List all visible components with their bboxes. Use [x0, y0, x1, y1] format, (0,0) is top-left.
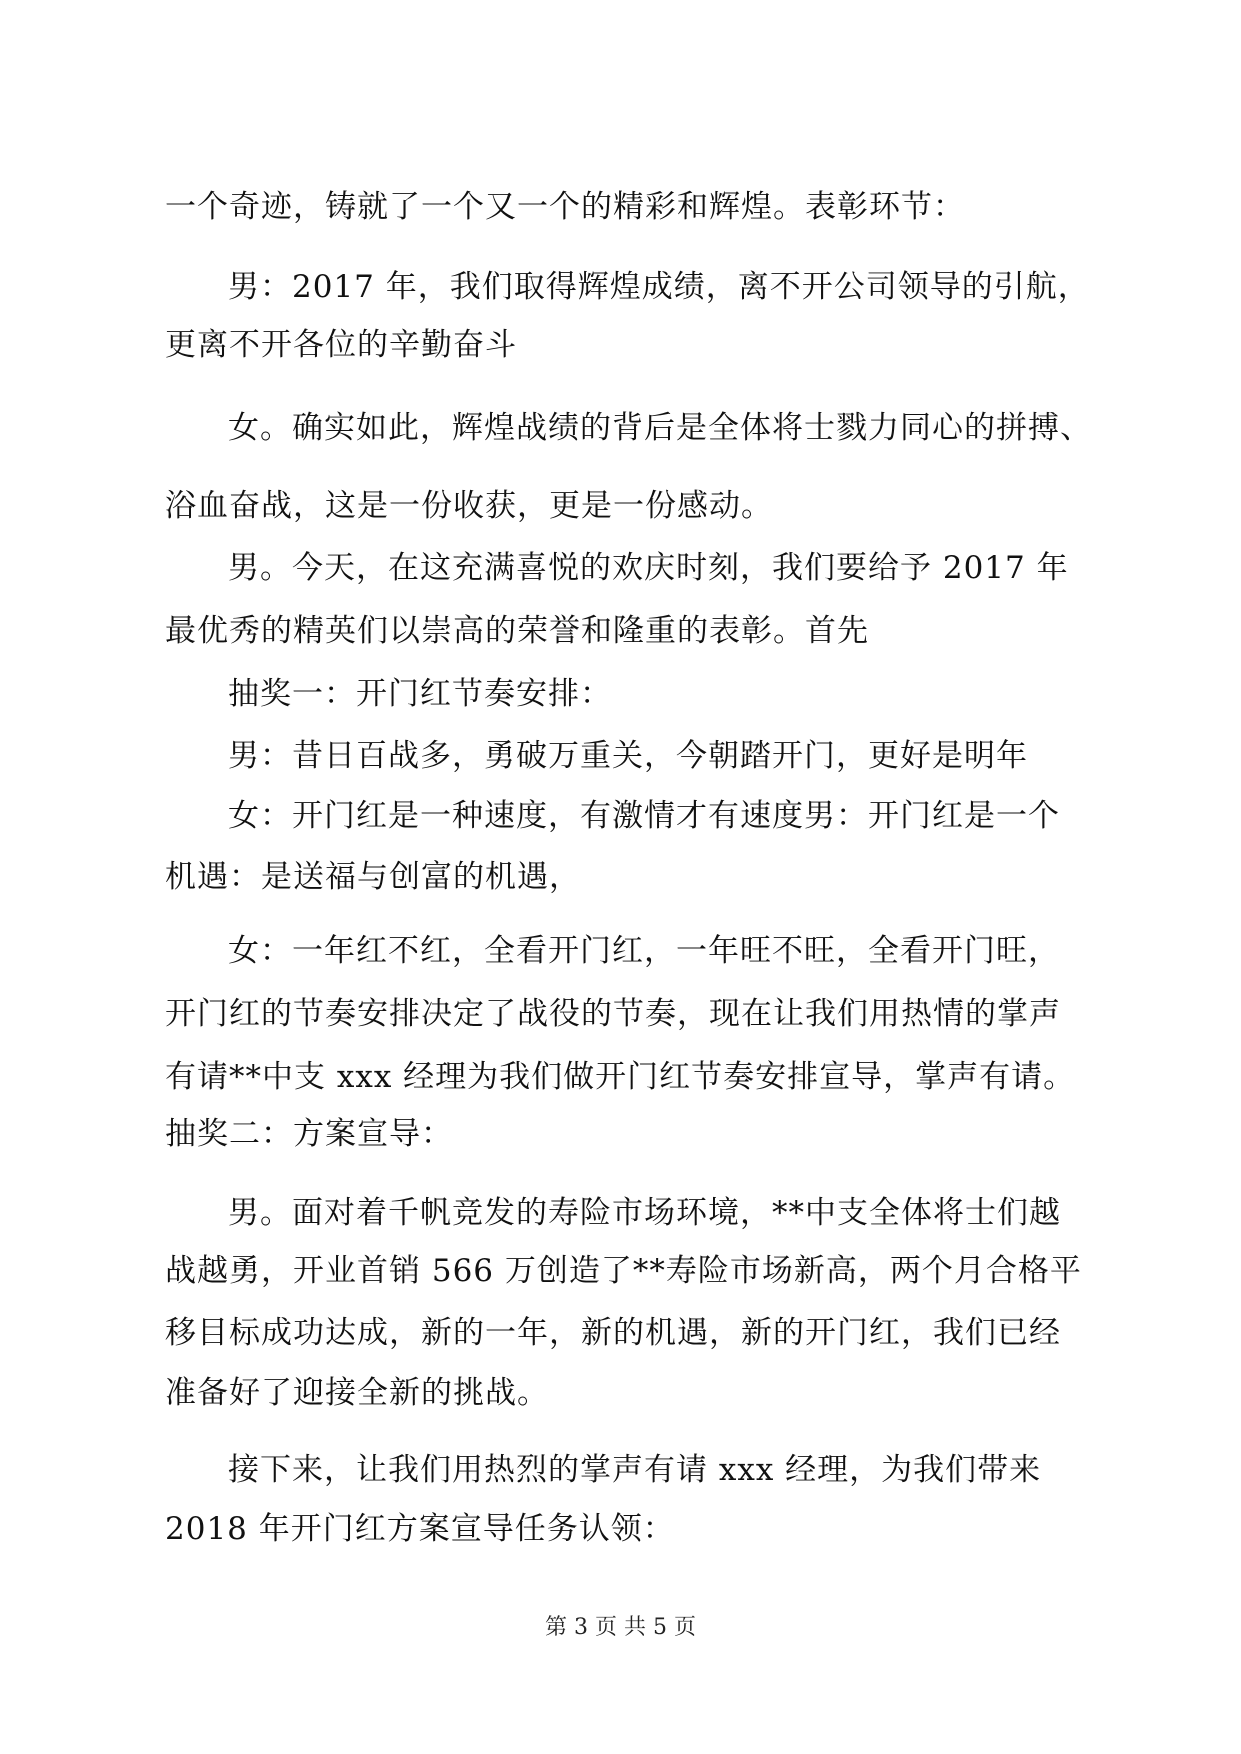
text-line: 2018 年开门红方案宣导任务认领： — [165, 1511, 675, 1547]
text-line: 移目标成功达成，新的一年，新的机遇，新的开门红，我们已经 — [165, 1315, 1061, 1351]
text-line: 抽奖一：开门红节奏安排： — [228, 676, 612, 712]
text-line: 男。今天，在这充满喜悦的欢庆时刻，我们要给予 2017 年 — [228, 550, 1069, 586]
text-line: 最优秀的精英们以崇高的荣誉和隆重的表彰。首先 — [165, 613, 869, 649]
page-number-footer: 第 3 页 共 5 页 — [545, 1615, 696, 1640]
text-line: 女。确实如此，辉煌战绩的背后是全体将士戮力同心的拼搏、 — [228, 410, 1092, 446]
text-line: 女：一年红不红，全看开门红，一年旺不旺，全看开门旺， — [228, 933, 1060, 969]
text-line: 抽奖二：方案宣导： — [165, 1116, 453, 1152]
text-line: 准备好了迎接全新的挑战。 — [165, 1375, 549, 1411]
text-line: 更离不开各位的辛勤奋斗 — [165, 327, 517, 363]
text-line: 男：2017 年，我们取得辉煌成绩，离不开公司领导的引航， — [228, 269, 1090, 305]
text-line: 有请**中支 xxx 经理为我们做开门红节奏安排宣导，掌声有请。 — [165, 1059, 1076, 1095]
text-line: 战越勇，开业首销 566 万创造了**寿险市场新高，两个月合格平 — [165, 1253, 1082, 1289]
text-line: 机遇：是送福与创富的机遇， — [165, 859, 581, 895]
text-line: 男：昔日百战多，勇破万重关，今朝踏开门，更好是明年 — [228, 738, 1028, 774]
text-line: 女：开门红是一种速度，有激情才有速度男：开门红是一个 — [228, 798, 1060, 834]
text-line: 一个奇迹，铸就了一个又一个的精彩和辉煌。表彰环节： — [165, 189, 965, 225]
text-line: 男。面对着千帆竞发的寿险市场环境，**中支全体将士们越 — [228, 1195, 1061, 1231]
text-line: 浴血奋战，这是一份收获，更是一份感动。 — [165, 488, 773, 524]
text-line: 接下来，让我们用热烈的掌声有请 xxx 经理，为我们带来 — [228, 1452, 1042, 1488]
text-line: 开门红的节奏安排决定了战役的节奏，现在让我们用热情的掌声 — [165, 996, 1061, 1032]
